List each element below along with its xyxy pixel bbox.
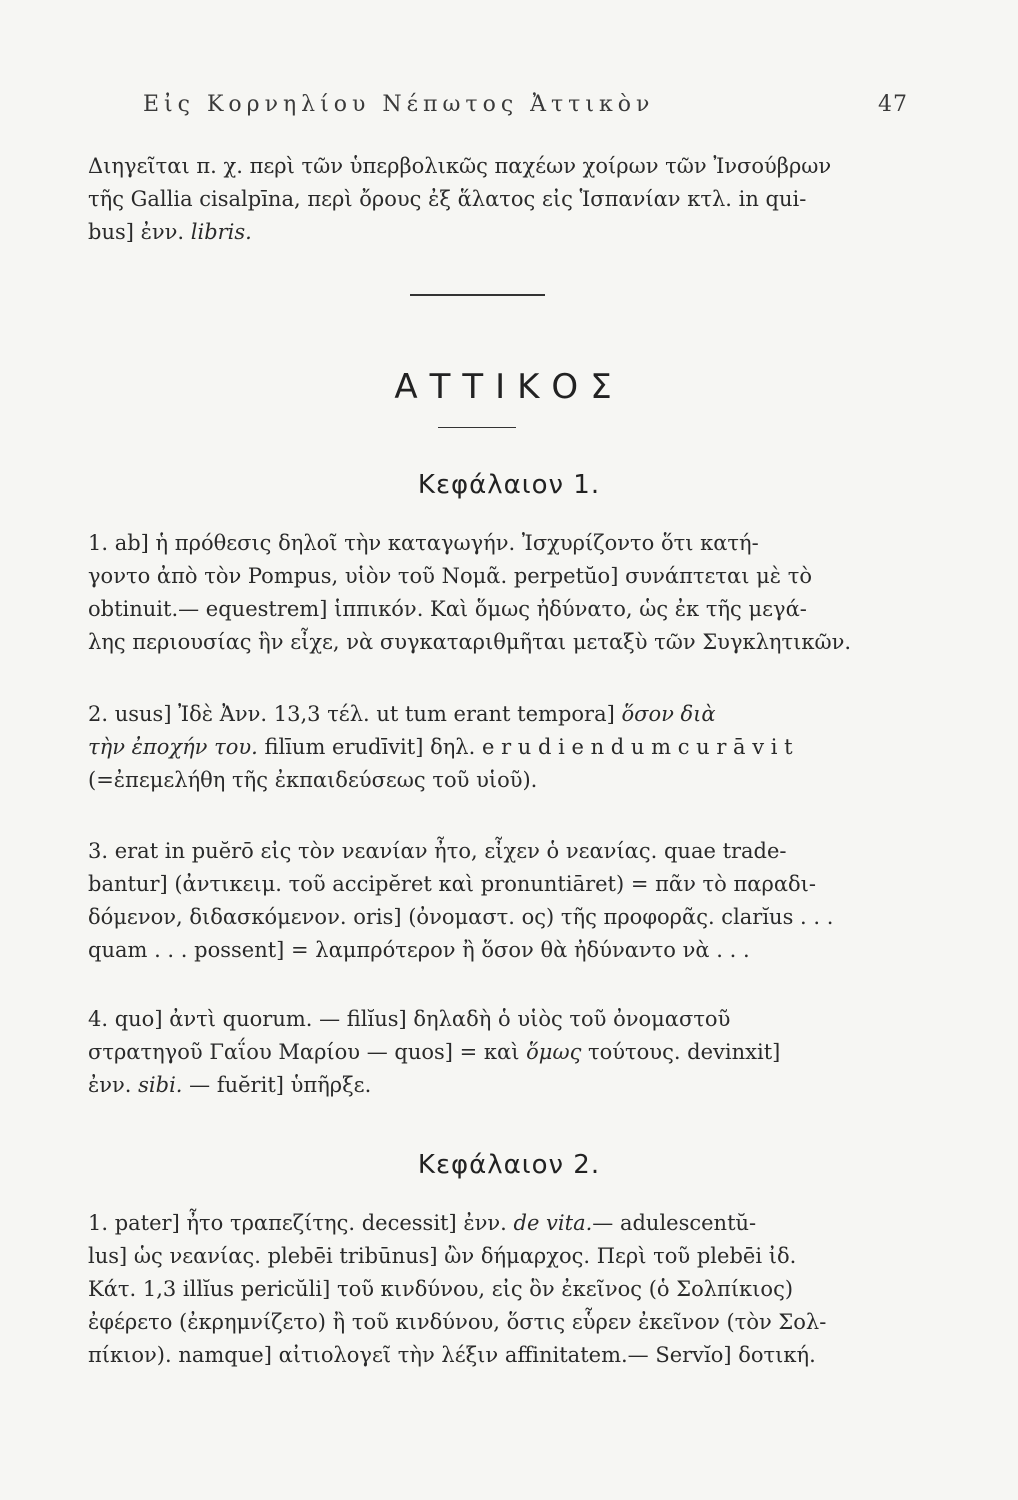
text-line [88, 1036, 908, 1069]
italic-span: τὴν ἐποχήν του. [88, 735, 258, 759]
text-line: (=ἐπεμελήθη τῆς ἐκπαιδεύσεως τοῦ υἱοῦ). [88, 768, 538, 792]
text-line: 3. erat in puĕrō εἰς τὸν νεανίαν ἦτο, εἶχεν ὁ νεανίας. quae trade- [88, 839, 787, 863]
chapter-1-paragraph-2 [88, 698, 908, 797]
text-line: γοντο ἀπὸ τὸν Pompus, υἱὸν τοῦ Νομᾶ. perpetŭo] συνάπτεται μὲ τὸ [88, 564, 812, 588]
text-line [88, 1069, 908, 1102]
text-span: bus] ἐνν. [88, 220, 191, 244]
italic-span: de vita. [513, 1211, 593, 1235]
text-span: — adulescentŭ- [592, 1211, 757, 1235]
text-line: quam . . . possent] = λαμπρότερον ἢ ὅσον θὰ ἠδύναντο νὰ . . . [88, 938, 750, 962]
chapter-1-paragraph-4 [88, 1003, 908, 1102]
text-line: 4. quo] ἀντὶ quorum. — filĭus] δηλαδὴ ὁ υἱὸς τοῦ ὀνομαστοῦ [88, 1007, 731, 1031]
text-line: obtinuit.— equestrem] ἱππικόν. Καὶ ὅμως ἠδύνατο, ὡς ἐκ τῆς μεγά- [88, 597, 807, 621]
text-line: Διηγεῖται π. χ. περὶ τῶν ὑπερβολικῶς παχέων χοίρων τῶν Ἰνσούβρων [88, 154, 832, 178]
text-line: Κάτ. 1,3 illĭus pericŭli] τοῦ κινδύνου, εἰς ὃν ἐκεῖνος (ὁ Σολπίκιος) [88, 1277, 794, 1301]
intro-paragraph [88, 150, 908, 249]
section-divider [410, 294, 545, 296]
text-line: πίκιον). namque] αἰτιολογεῖ τὴν λέξιν affinitatem.— Servĭo] δοτική. [88, 1343, 816, 1367]
page-number: 47 [878, 92, 908, 117]
text-line: bantur] (ἀντικειμ. τοῦ accipĕret καὶ pronuntiāret) = πᾶν τὸ παραδι- [88, 872, 816, 896]
text-line: τῆς Gallia cisalpīna, περὶ ὄρους ἐξ ἅλατος εἰς Ἱσπανίαν κτλ. in qui- [88, 187, 807, 211]
book-title: ΑΤΤΙΚΟΣ [394, 367, 624, 407]
chapter-1-paragraph-3 [88, 835, 908, 967]
text-span: filīum erudīvit] δηλ. e r u d i e n d u m c u r ā v i t [257, 735, 793, 759]
text-line [88, 1207, 908, 1240]
text-line [88, 216, 908, 249]
text-line [88, 698, 908, 731]
text-span: στρατηγοῦ Γαΐου Μαρίου — quos] = καὶ [88, 1040, 527, 1064]
text-line: δόμενον, διδασκόμενον. oris] (ὀνομαστ. ος) τῆς προφορᾶς. clarĭus . . . [88, 905, 834, 929]
italic-span: ὅμως [526, 1040, 582, 1064]
text-span: ἐνν. [88, 1073, 139, 1097]
text-line [88, 731, 908, 764]
chapter-1-paragraph-1 [88, 527, 908, 659]
text-span: 1. pater] ἦτο τραπεζίτης. decessit] ἐνν. [88, 1211, 514, 1235]
italic-span: sibi. [138, 1073, 183, 1097]
text-line: lus] ὡς νεανίας. plebēi tribūnus] ὢν δήμαρχος. Περὶ τοῦ plebēi ἰδ. [88, 1244, 797, 1268]
text-line: ἐφέρετο (ἐκρημνίζετο) ἢ τοῦ κινδύνου, ὅστις εὗρεν ἐκεῖνον (τὸν Σολ- [88, 1310, 827, 1334]
text-span: — fuĕrit] ὑπῆρξε. [182, 1073, 372, 1097]
chapter-1-heading: Κεφάλαιον 1. [417, 470, 601, 500]
chapter-2-paragraph-1 [88, 1207, 908, 1372]
text-span: 2. usus] Ἰδὲ Ἀνν. 13,3 τέλ. ut tum erant tempora] [88, 702, 622, 726]
italic-span: ὅσον διὰ [621, 702, 716, 726]
title-underline [438, 427, 516, 428]
running-head [143, 92, 908, 117]
text-span: τούτους. devinxit] [581, 1040, 781, 1064]
text-line: λης περιουσίας ἣν εἶχε, νὰ συγκαταριθμῆται μεταξὺ τῶν Συγκλητικῶν. [88, 630, 852, 654]
italic-span: libris. [190, 220, 252, 244]
chapter-2-heading: Κεφάλαιον 2. [417, 1150, 601, 1180]
text-line: 1. ab] ἡ πρόθεσις δηλοῖ τὴν καταγωγήν. Ἰσχυρίζοντο ὅτι κατή- [88, 531, 759, 555]
running-head-title: Εἰς Κορνηλίου Νέπωτος Ἀττικὸν [143, 92, 655, 117]
